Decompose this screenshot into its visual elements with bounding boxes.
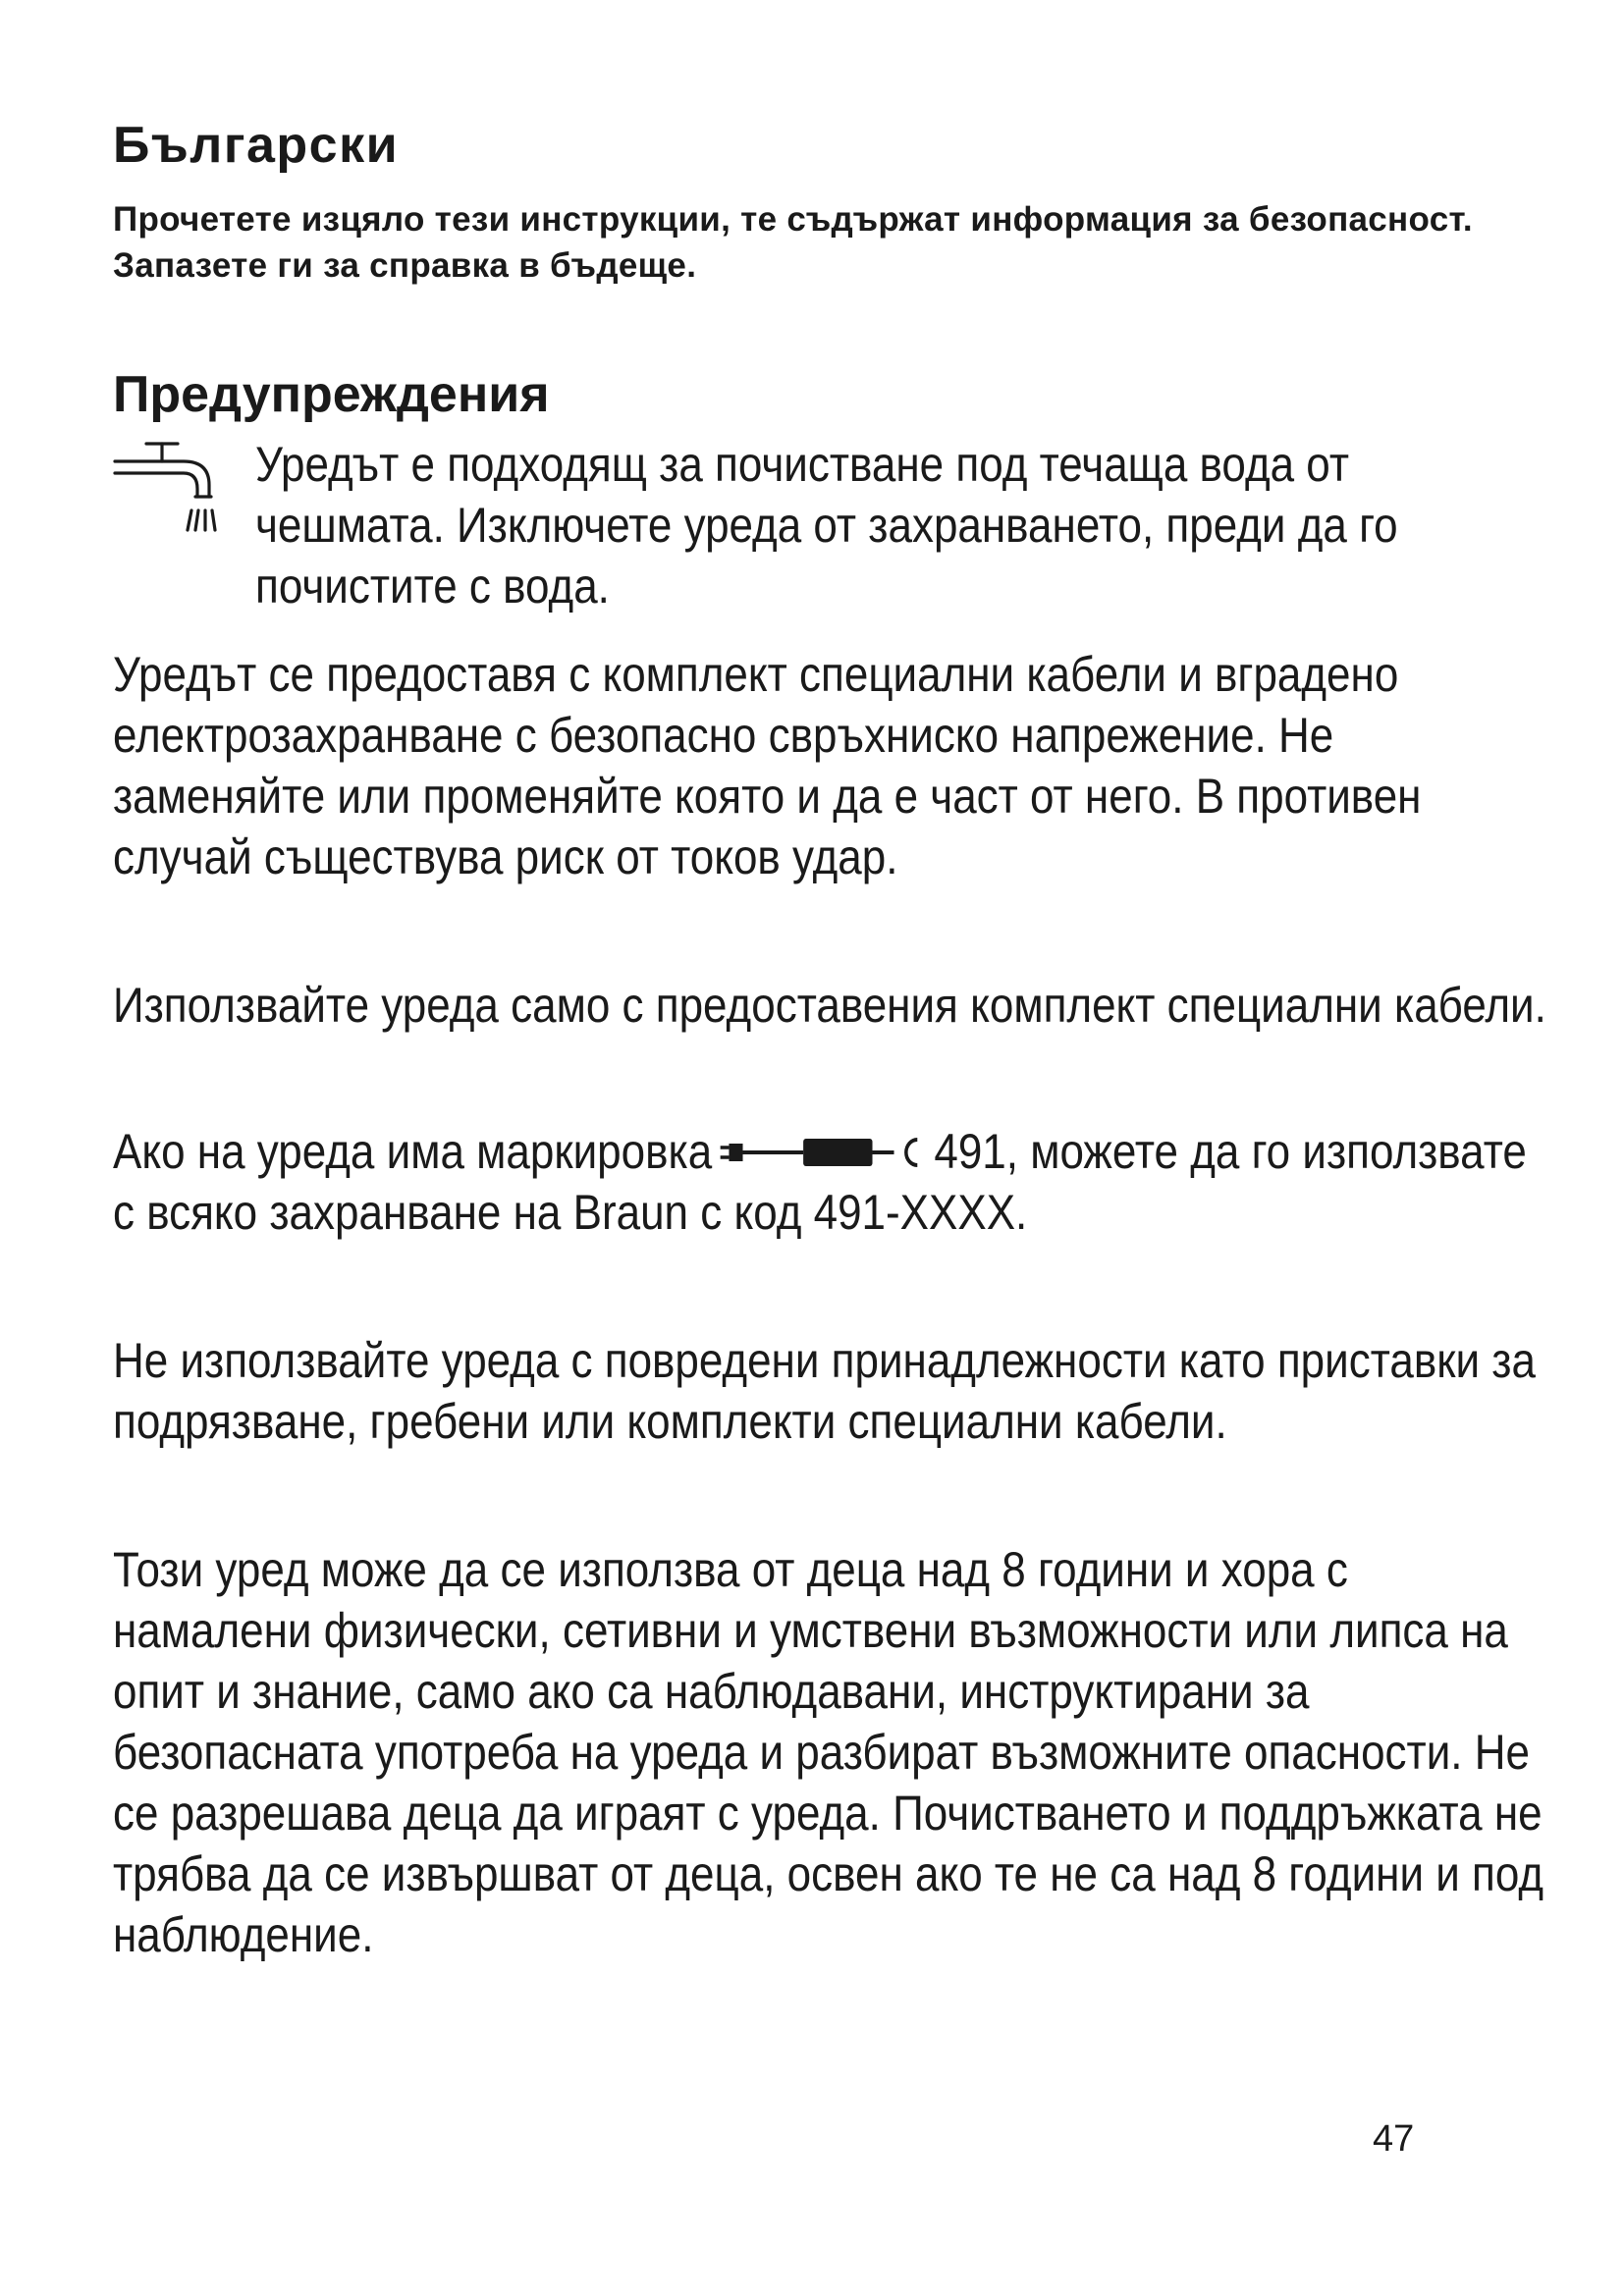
paragraph-damaged-accessories: Не използвайте уреда с повредени принадлежности като приставки за подрязване, гребени или комплекти специални кабели.: [113, 1333, 1536, 1449]
paragraph-marking: [113, 1121, 1556, 1243]
page-number: 47: [1373, 2118, 1415, 2160]
faucet-icon: [113, 438, 223, 548]
marking-text-after: 491, можете да го използвате с всяко захранване на Braun с код 491-XXXX.: [113, 1124, 1527, 1240]
cable-set-icon: [717, 1133, 929, 1172]
paragraph-children: Този уред може да се използва от деца над 8 години и хора с намалени физически, сетивни и умствени възможности или липса на опит и знание, само ако са наблюдавани, инструктирани за безопасната употреба на уреда и разбират възможните опасности. Не се разрешава деца да играят с уреда. Почистването и поддръжката не трябва да се извършват от деца, освен ако те не са над 8 години и под наблюдение.: [113, 1542, 1544, 1962]
language-title: Български: [113, 117, 400, 174]
paragraph-cable-set: Уредът се предоставя с комплект специални кабели и вградено електрозахранване с безопасно свръхниско напрежение. Не заменяйте или променяйте която и да е част от него. В противен случай съществува риск от токов удар.: [113, 647, 1422, 884]
warnings-heading: Предупреждения: [113, 366, 550, 423]
paragraph-use-cable-set: Използвайте уреда само с предоставения комплект специални кабели.: [113, 978, 1546, 1033]
faucet-warning-text: Уредът е подходящ за почистване под течаща вода от чешмата. Изключете уреда от захранването, преди да го почистите с вода.: [255, 437, 1398, 614]
marking-text-before: Ако на уреда има маркировка: [113, 1124, 713, 1179]
intro-text: Прочетете изцяло тези инструкции, те съдържат информация за безопасност. Запазете ги за справка в бъдеще.: [113, 200, 1473, 285]
